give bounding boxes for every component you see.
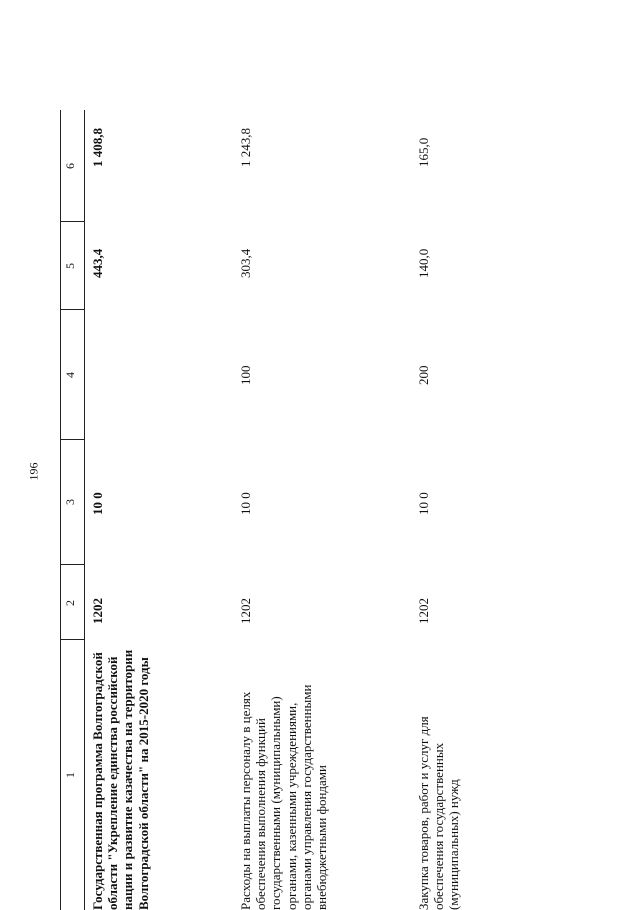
row-target-code: 10 0 — [238, 492, 253, 515]
budget-table — [60, 110, 620, 910]
row-value-col6: 165,0 — [416, 137, 431, 167]
row-name: Закупка товаров, работ и услуг для обеспечения государственных (муниципальных) нужд — [416, 716, 462, 910]
page-number: 196 — [26, 462, 41, 481]
header-col-1: 1 — [63, 772, 77, 778]
row-target-code: 10 0 — [416, 492, 431, 515]
header-divider-3 — [60, 439, 84, 440]
row-expense-type: 100 — [238, 365, 253, 385]
row-expense-type: 200 — [416, 365, 431, 385]
header-bottom-border — [84, 110, 85, 910]
row-value-col6: 1 243,8 — [238, 128, 253, 167]
header-divider-5 — [60, 221, 84, 222]
row-section-code: 1202 — [416, 598, 431, 624]
header-col-6: 6 — [63, 163, 77, 169]
row-name: Расходы на выплаты персоналу в целях обеспечения выполнения функций государственными (муниципальными) органами, казенными учреждениями, органами управления государственными внебюджетными фондами — [238, 684, 330, 910]
header-col-4: 4 — [63, 372, 77, 378]
row-name: Государственная программа Волгоградской области "Укрепление единства российской нации и развитие казачества на территории Волгоградской области" на 2015-2020 годы — [90, 649, 151, 910]
row-section-code: 1202 — [238, 598, 253, 624]
row-section-code: 1202 — [90, 598, 105, 624]
header-divider-1 — [60, 639, 84, 640]
header-divider-2 — [60, 564, 84, 565]
header-divider-4 — [60, 309, 84, 310]
row-target-code: 10 0 — [90, 492, 105, 515]
header-col-5: 5 — [63, 263, 77, 269]
table-header-row — [60, 110, 84, 910]
row-value-col5: 443,4 — [90, 248, 105, 278]
header-col-3: 3 — [63, 499, 77, 505]
row-value-col5: 303,4 — [238, 248, 253, 278]
row-value-col6: 1 408,8 — [90, 128, 105, 167]
row-value-col5: 140,0 — [416, 248, 431, 278]
header-col-2: 2 — [63, 600, 77, 606]
header-top-border — [60, 110, 61, 910]
